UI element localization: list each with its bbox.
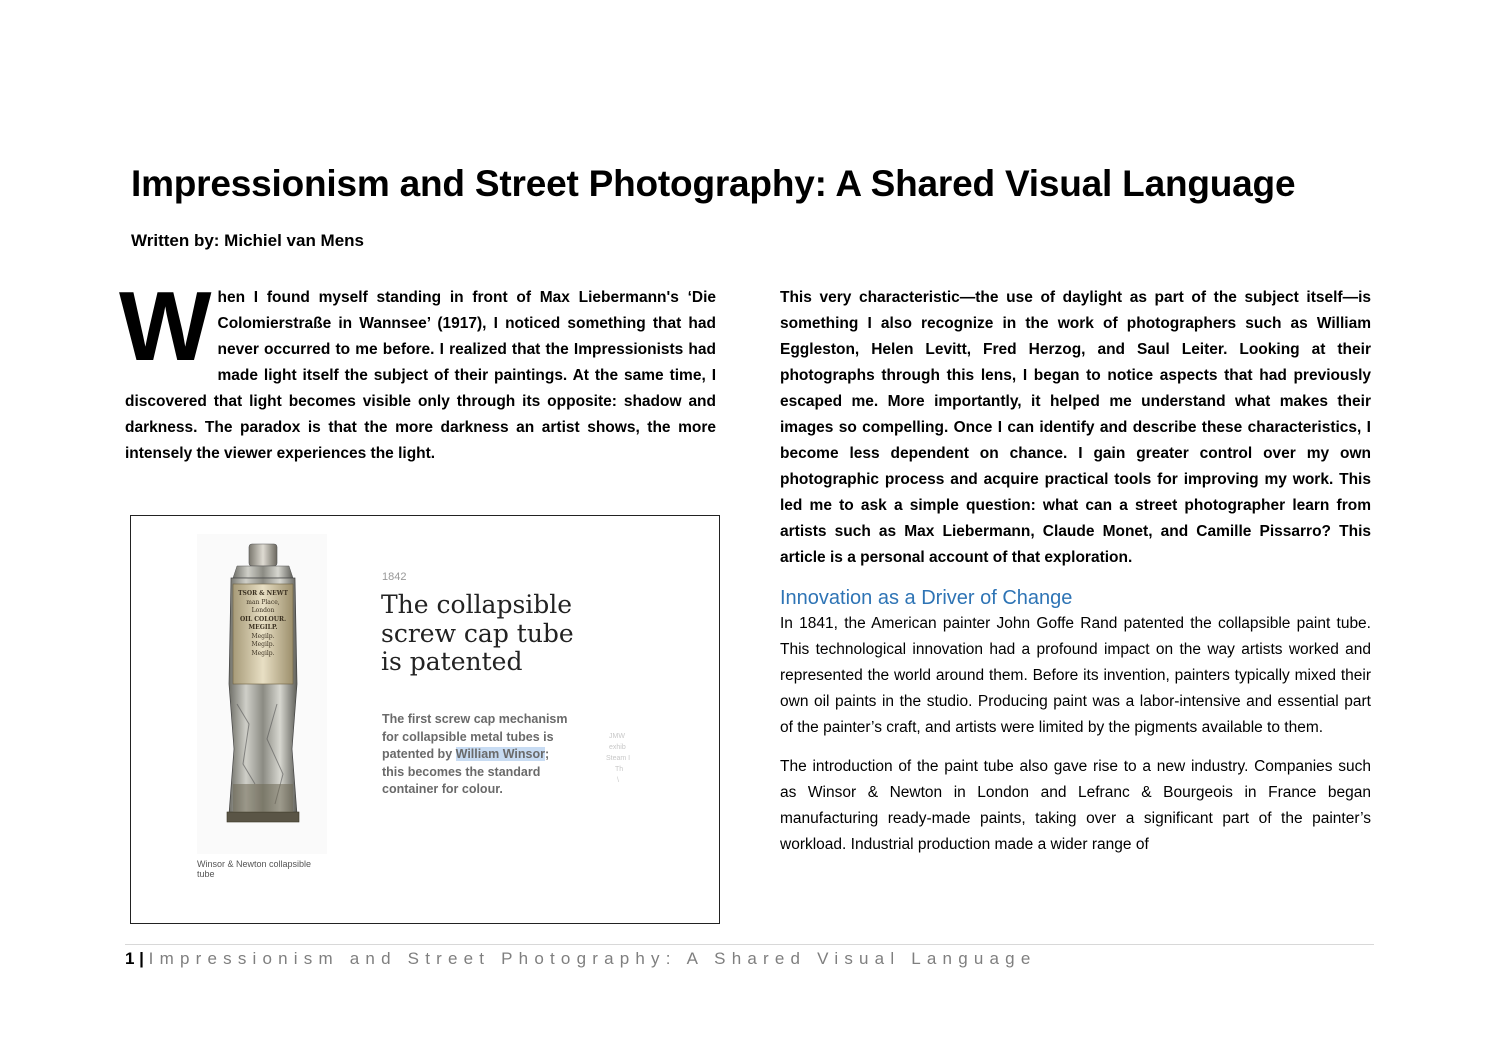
main-column — [780, 285, 1371, 858]
running-title: Impressionism and Street Photography: A Shared Visual Language — [148, 949, 1037, 968]
figure-year: 1842 — [382, 571, 407, 583]
paragraph-new-industry: The introduction of the paint tube also gave rise to a new industry. Companies such as Winsor & Newton in London and Lefranc & Bourgeois in France began manufacturing ready-made paints, taking over a significant part of the painter’s workload. Industrial production made a wider range of — [780, 758, 1371, 853]
tube-label-line: man Place, London — [246, 598, 280, 614]
faded-line: \ — [617, 777, 619, 784]
tube-label-line: Megilp. — [251, 649, 275, 657]
page-footer — [125, 949, 1036, 969]
paint-tube-image — [197, 534, 327, 854]
tube-label-line: OIL COLOUR. — [239, 615, 287, 623]
tube-label-line: TSOR & NEWT — [238, 590, 288, 597]
page-title: Impressionism and Street Photography: A Shared Visual Language — [131, 163, 1296, 204]
faded-line: JMW — [609, 733, 625, 740]
tube-label-line: Megilp. — [251, 632, 275, 640]
highlighted-link-william-winsor[interactable]: William Winsor — [455, 747, 545, 761]
faded-line: Steam I — [606, 755, 631, 762]
figure-description-start: The first screw cap mechanism for collapsible metal tubes is patented by — [382, 712, 568, 761]
faded-line: exhib — [609, 744, 626, 751]
faded-line: Th — [615, 766, 624, 773]
paragraph-paint-tube: In 1841, the American painter John Goffe Rand patented the collapsible paint tube. This technological innovation had a profound impact on the way artists worked and represented the world around them. Before its invention, painters typically mixed their own oil paints in the studio. Producing paint was a labor-intensive and essential part of the painter’s craft, and artists were limited by the pigments available to them. — [780, 615, 1371, 736]
intro-paragraph: hen I found myself standing in front of Max Liebermann's ‘Die Colomierstraße in Wannsee’ (1917), I noticed something that had never occurred to me before. I realized that the Impressionists had made light itself the subject of their paintings. At the same time, I discovered that light becomes visible only through its opposite: shadow and darkness. The paradox is that the more darkness an artist shows, the more intensely the viewer experiences the light. — [125, 289, 716, 462]
tube-label-line: MEGILP. — [248, 624, 278, 631]
tube-label-text — [235, 590, 291, 658]
section-heading: Innovation as a Driver of Change — [780, 587, 1073, 609]
figure-description — [382, 711, 572, 799]
footer-divider — [125, 944, 1374, 945]
intro-column — [119, 271, 716, 467]
page-number: 1 | — [125, 949, 144, 968]
byline: Written by: Michiel van Mens — [131, 231, 365, 250]
paint-tube-figure — [130, 515, 720, 924]
image-caption: Winsor & Newton collapsible tube — [197, 859, 312, 879]
tube-label-line: Megilp. — [251, 641, 275, 648]
figure-description-end: ; this becomes the standard container for colour. — [382, 747, 550, 796]
paint-tube-illustration — [197, 534, 327, 854]
drop-cap: W — [119, 271, 212, 381]
figure-heading: The collapsible screw cap tube is patented — [381, 590, 574, 676]
faded-side-text — [596, 731, 631, 786]
paragraph-daylight: This very characteristic—the use of daylight as part of the subject itself—is something I also recognize in the work of photographers such as William Eggleston, Helen Levitt, Fred Herzog, and Saul Leiter. Looking at their photographs through this lens, I began to notice aspects that had previously escaped me. More importantly, it helped me understand what makes their images so compelling. Once I can identify and describe these characteristics, I become less dependent on chance. I gain greater control over my own photographic process and acquire practical tools for improving my work. This led me to ask a simple question: what can a street photographer learn from artists such as Max Liebermann, Claude Monet, and Camille Pissarro? This article is a personal account of that exploration. — [780, 289, 1371, 566]
